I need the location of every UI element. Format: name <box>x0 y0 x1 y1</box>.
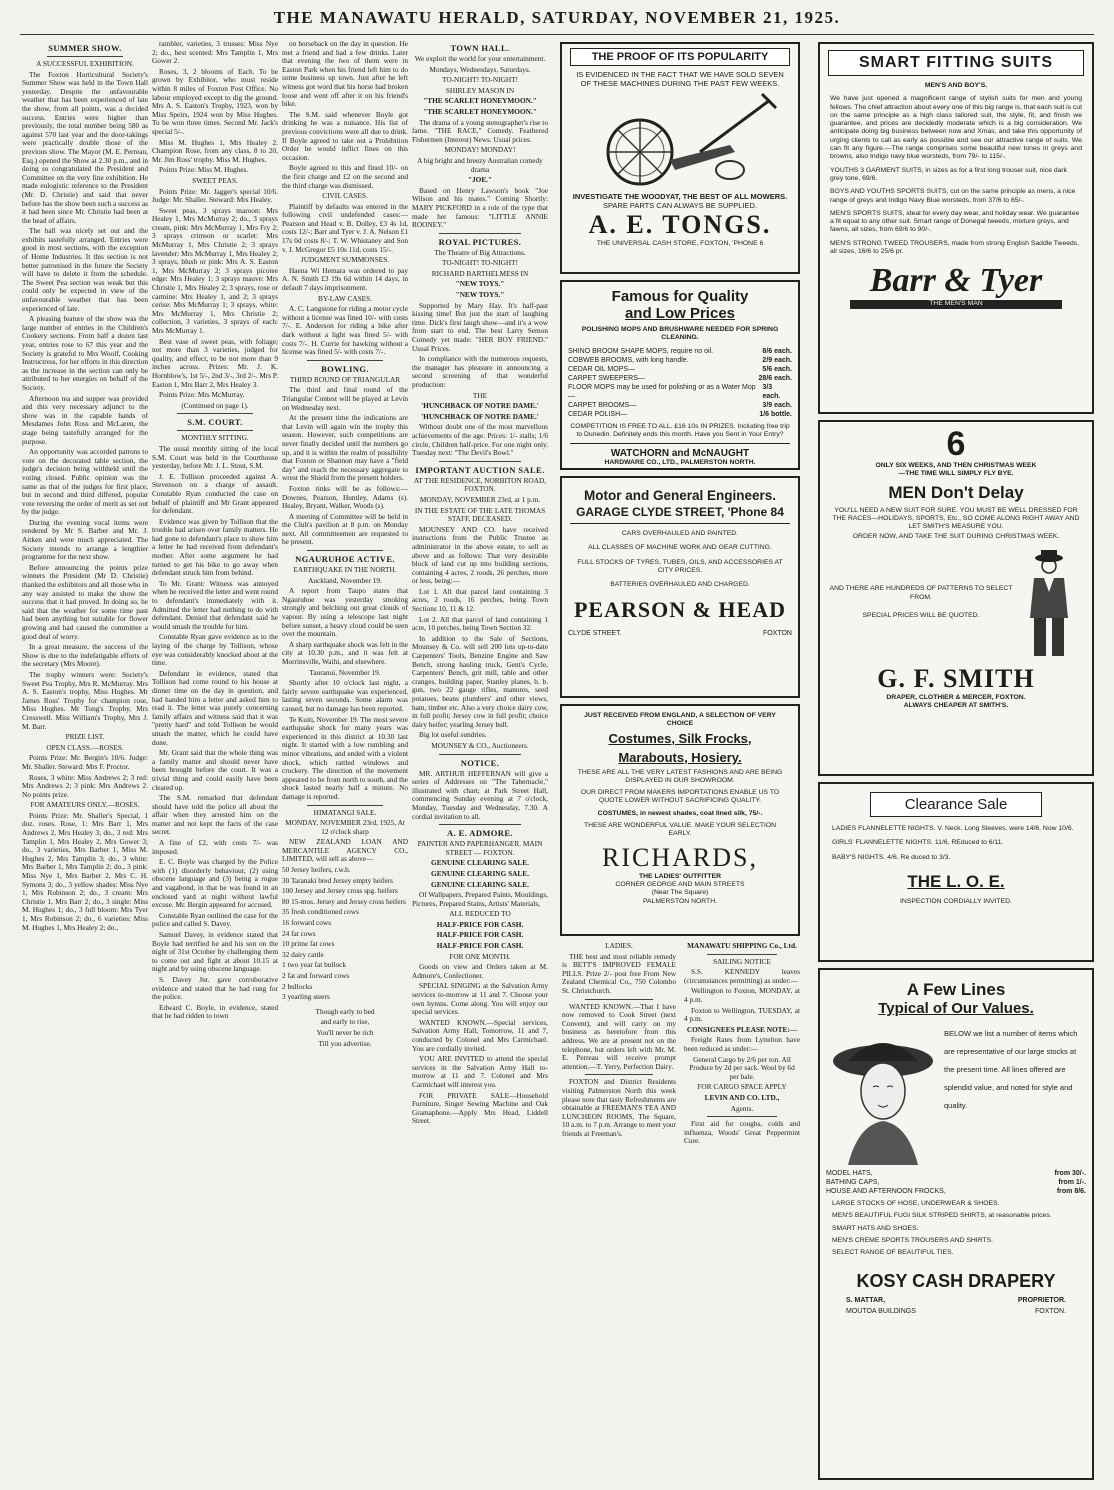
ad-title: Marabouts, Hosiery. <box>618 749 742 765</box>
paragraph: Agents. <box>730 1103 754 1113</box>
ad-title: MEN Don't Delay <box>888 482 1024 502</box>
price-row <box>562 374 798 383</box>
ad-pearson-head <box>560 476 800 698</box>
paragraph: YOU ARE INVITED to attend the special services in the Salvation Army Hall to-morrow at 11 and 7. Colonel and Mrs Carmichael will interest you. <box>412 1054 548 1089</box>
ad-text: DRAPER, CLOTHIER & MERCER, FOXTON. <box>886 693 1026 701</box>
paragraph: IN THE ESTATE OF THE LATE THOMAS STAFF, DECEASED. <box>414 505 546 524</box>
paragraph: Boyle agreed to this and fined 10/- on the first charge and £2 on the second and the third charge was dismissed. <box>282 163 408 190</box>
ad-text: CARS OVERHAULED AND PAINTED. <box>621 530 739 537</box>
dateline: Auckland, November 19. <box>308 575 382 585</box>
section-label: PRIZE LIST. <box>65 732 105 742</box>
price-row <box>562 365 798 374</box>
article-heading: TOWN HALL. <box>450 43 510 53</box>
sale-lot: 35 fresh conditioned cows <box>282 907 359 917</box>
ad-brand: PEARSON & HEAD <box>573 597 786 623</box>
item-name: COBWEB BROOMS, with long handle. <box>568 356 689 364</box>
paragraph: TO-NIGHT! TO-NIGHT! <box>442 75 518 85</box>
paragraph: We exploit the world for your entertainment. <box>414 54 546 63</box>
ad-text: CLYDE STREET. <box>568 630 622 638</box>
sale-lot: 16 forward cows <box>282 918 332 928</box>
paragraph: J. E. Tollison proceeded against A. Stevenson on a charge of assault. Constable Ryan conducted the case on behalf of plaintiff and Mr Grant appeared for defendant. <box>152 471 278 516</box>
paragraph: Points Prize: Mr. Shaller's Special, 1 doz. roses. Rose, 1: Mrs Barr 1, Mrs Andrews 2, Mrs Healey 3; do., 3 red: Mrs Tamplin 1, Mrs Healey 2, Mrs Gower 3; do., 3 varieties, Mrs Barber 1, Miss M. Hughes 2, Mrs Tamplin 3; do., 3 white: Mrs Barber 1, Mrs Tamplin 2; do., 3 pink: Miss Nye 1, Mrs Barber 2, Mrs C. H. Symons 3; do., 3 yellow shades: Miss Nye 1, Mrs Robinson 2; do., 3 cream: Mrs Christie 1, Mrs Barr 2; do., 3 single: Miss M. Hughes 1; do., 3 full bloom: Mrs Tyer 1, Mrs Robinson 2; do., 6 varieties: Miss M. Hughes 1, Mrs Healey 2; do., <box>22 810 148 932</box>
ad-brand: THE L. O. E. <box>907 871 1005 891</box>
ad-text: PROPRIETOR. <box>1017 1297 1066 1305</box>
ad-text: HARDWARE CO., LTD., PALMERSTON NORTH. <box>604 459 756 467</box>
paragraph: A report from Taupo states that Ngauruhoe was yesterday smoking strongly and belching out great clouds of vapour. By using a telescope last night before sunset, a heavy cloud could be seen over the mountain. <box>282 586 408 639</box>
verse-line: and early to rise, <box>320 1017 370 1027</box>
verse-line: You'll never be rich <box>316 1027 374 1037</box>
classifieds-left <box>562 942 676 1482</box>
paragraph: An opportunity was accorded patrons to vote on the decorated table section, the judge's decision being withheld until the voting closed. Public opinion was the same as that of the judges for first place, but in second and third differed, popular vote reversing the order of merit as set out by the judge. <box>22 447 148 517</box>
paragraph: Before announcing the points prize winners the President (Mr D. Christie) thanked the exhibitors and all those who in any way assisted to make the show the success that it had proved. In doing so, he said that the weather for some time past had been anything but suitable for flower growing and had caused the committee a good deal of worry. <box>22 562 148 641</box>
paragraph: RICHARD BARTHELMESS IN <box>431 268 529 278</box>
ad-brand: KOSY CASH DRAPERY <box>856 1271 1056 1292</box>
lawn-mower-icon <box>580 90 780 190</box>
paragraph: The S.M. said whenever Boyle got drinking he was a nuisance. His list of previous convictions were all due to drink. If Boyle agreed to take out a Prohibition Order he would inflict fines on this occasion. <box>282 109 408 162</box>
article-heading: BOWLING. <box>321 363 369 374</box>
ad-numeral: 6 <box>946 425 966 463</box>
paragraph: To Mr. Grant: Witness was annoyed when he received the letter and went round to defendant's immediately with it. Admitted the letter had nothing to do with defendant. Denied that defendant said he would smash the trouble for him. <box>152 578 278 631</box>
ad-title: Typical of Our Values. <box>878 1000 1034 1017</box>
ad-text: THE UNIVERSAL CASH STORE, FOXTON, 'PHONE 6 <box>596 240 764 247</box>
paragraph: General Cargo by 2/6 per ton. All Produce by 2d per sack. Wool by 6d per bale. <box>689 1054 795 1081</box>
paragraph: The trophy winners were: Society's Sweet Pea Trophy, Mrs R. McMurray. Mrs A. S. Easton's trophy, Miss Hughes. Mr James Ross' Trophy for champion rose, Miss Hughes. Mr Tong's Trophy, Mrs Cresswell. Miss William's Trophy, Mrs J. M. Barr. <box>22 669 148 731</box>
paragraph: Haena Wi Hemara was ordered to pay A. N. Smith £3 19s 6d within 14 days, in default 7 days imprisonment. <box>282 265 408 293</box>
ad-text: MEN'S SPORTS SUITS, ideal for every day wear, and holiday wear. We guarantee a fit equal to any other suit. Smart range of Donegal tweeds, mixture greys, and fawns, all sizes, from 69/6 to 90/-. <box>830 209 1080 234</box>
section-label: JUDGMENT SUMMONSES. <box>300 255 390 265</box>
section-label: OPEN CLASS.—ROSES. <box>46 742 124 752</box>
ad-text: MOUTOA BUILDINGS <box>846 1308 916 1316</box>
paragraph: Wellington to Foxton, MONDAY, at 4 p.m. <box>684 986 800 1004</box>
paragraph: Goods on view and Orders taken at M. Admore's, Confectioner. <box>412 962 548 980</box>
paragraph: S. Davey Jnr. gave corroborative evidence and stated that he had rung for the police. <box>152 974 278 1002</box>
paragraph: S.S. KENNEDY leaves (circumstances permitting) as under:— <box>684 967 800 985</box>
item-name: CEDAR POLISH— <box>568 410 628 418</box>
ad-text: SELECT RANGE OF BEAUTIFUL TIES. <box>832 1249 954 1257</box>
ad-tongs <box>560 42 800 274</box>
paragraph: FOXTON and District Residents visiting Palmerston North this week please note that tasty Refreshments are obtainable at FREEMAN'S TEA AND LUNCHEON ROOMS, The Square, 10 a.m. to 7 p.m. Arrange to meet your friends at Freeman's. <box>562 1077 676 1138</box>
paragraph: WANTED KNOWN.—That I have now removed to Cook Street (next Convent), and will carry on my business as heretofore from this address. We are at present not on the telephone, but orders left with Mr. M. E. Perreau will receive prompt attention.—T. Yerry, Perfection Dairy. <box>562 1001 676 1071</box>
paragraph: Sweet peas, 3 sprays maroon: Mrs Healey 1, Mrs McMurray 2; do., 3 sprays cream, pink: Mrs McMurray 1, Mrs Fry 2; 3 sprays crimson or scarlet: Mrs McMurray 1, Mrs Christie 2; 3 sprays lavender: Mrs McMurray 1, Mrs Healey 2; 3 sprays, blush or pink: Mrs A. S. Easton 1, Mrs McMurray 2; 3 sprays picotee edge: Mrs Healey 1; 3 sprays mauve: Mrs Christie 1, Mrs Healey 2; 3 sprays, rose or carmine: Mrs Healey 1, and 2; 3 sprays cerise: Mrs McMurray 1; 3 sprays, white: Mrs McMurray 1, Mrs Christie 2; collection, 3 varieties, 3 sprays of each: Mrs McMurray 1. <box>152 205 278 335</box>
ad-text: FOXTON. <box>1035 1308 1066 1316</box>
paragraph: Mondays, Wednesdays, Saturdays. <box>429 64 531 74</box>
paragraph: The Foxton Horticultural Society's Summer Show was held in the Town Hall yesterday. Despite the unfavourable weather that has been experienced of late the show, from all points, was a decided success. Entries were higher than previously, the total number being 580 as against 570 last year and the door-takings were practically double those of the previous show. The Mayor (M. E. Perreau, Esq.) opened the Show at 2.30 p.m., and in doing so congratulated the President and Committee on the very fine exhibition. He made eulogistic reference to the President (Mr. D. Christie) and said that never before has the show been such a success as it had been since Mr. Christie had been at the head of affairs. <box>22 69 148 225</box>
article-heading: ROYAL PICTURES. <box>438 236 522 247</box>
article-heading: NOTICE. <box>460 757 500 768</box>
ad-text: COSTUMES, in newest shades, coat lined silk, 75/-. <box>597 809 763 817</box>
item-name: SHINO BROOM SHAPE MOPS, require no oil. <box>568 347 714 355</box>
ad-text: THESE ARE WONDERFUL VALUE. MAKE YOUR SELECTION EARLY. <box>583 822 777 838</box>
price-list <box>820 1169 1092 1196</box>
section-label: CIVIL CASES. <box>322 191 368 201</box>
item-price: 3/3 each. <box>762 383 781 400</box>
ad-text: POLISHING MOPS AND BRUSHWARE NEEDED FOR SPRING CLEANING. <box>581 326 779 342</box>
paragraph: Supported by Mary Hay. It's half-past kissing time! But just the start of laughing time. Dick's first laugh show—and it's a wow from start to end. The best Larry Semon Comedy yet made: "HER BOY FRIEND." Usual Prices. <box>412 300 548 353</box>
paragraph: Afternoon tea and supper was provided and this very necessary adjunct to the show was in the capable hands of Mesdames John Ross and McLaren, the stage being tastefully arranged for the purpose. <box>22 393 148 446</box>
ad-text: MEN'S STRONG TWEED TROUSERS, made from strong English Saddle Tweeds, all sizes, 16/6 to 25/6 pr. <box>830 239 1080 256</box>
article-heading: SUMMER SHOW. <box>48 43 122 53</box>
paragraph: MONDAY! MONDAY! <box>444 145 516 155</box>
item-price: 28/6 each. <box>758 374 792 382</box>
paragraph: The hall was nicely set out and the exhibits tastefully arranged. Entries were good in most sections, with the exception of Home Industries. It this section is not better patronised in the future the Society will have to delete it from the schedule. The Sweet Pea section was weak but this could only be expected in view of the unfavourable weather that has been experienced of late. <box>22 226 148 313</box>
item-price: from 1/-. <box>1058 1179 1086 1186</box>
article-heading: NGAURUHOE ACTIVE. <box>295 554 395 565</box>
ad-text: LARGE STOCKS OF HOSE, UNDERWEAR & SHOES. <box>832 1200 1000 1207</box>
paragraph: LEVIN AND CO. LTD., <box>704 1092 780 1102</box>
sale-date: MONDAY, NOVEMBER 23rd, 1925, At 12 o'clock sharp <box>285 818 405 836</box>
paragraph: Lot 2. All that parcel of land containing 1 acre, 10 perches, being Town Section 32. <box>412 614 548 633</box>
ad-title: GARAGE CLYDE STREET, 'Phone 84 <box>576 505 784 519</box>
section-label: FOR AMATEURS ONLY.—ROSES. <box>30 800 140 810</box>
item-price: 8/6 each. <box>762 347 792 355</box>
paragraph: WANTED KNOWN.—Special services, Salvation Army Hall, Tomorrow, 11 and 7, conducted by Colonel and Mrs Carmichael. You are cordially invited. <box>412 1017 548 1053</box>
film-title: "NEW TOYS." <box>455 279 505 289</box>
ad-brand: Barr & Tyer <box>869 262 1043 300</box>
ad-barr-tyer <box>818 42 1094 414</box>
paragraph: MR. ARTHUR HEFFERNAN will give a series of Addresses on "The Tabernacle," illustrated with chart; at Park Street Hall, commencing Sunday evening at 7 o'clock, Monday, Tuesday and Wednesday, 7.30. A cordial invitation to all. <box>412 768 548 821</box>
film-title: 'HUNCHBACK OF NOTRE DAME.' <box>421 401 539 411</box>
ad-title: Motor and General Engineers. <box>583 488 777 503</box>
paragraph: SHIRLEY MASON IN <box>445 85 515 95</box>
sale-banner: HALF-PRICE FOR CASH. <box>436 919 524 929</box>
ad-text: GIRLS' FLANNELETTE NIGHTS. 11/6, REduced to 6/11. <box>832 839 1004 847</box>
paragraph: Of Wallpapers, Prepared Paints, Mouldings, Pictures, Prepared Stains, Artists' Materials, <box>412 890 548 908</box>
paragraph: Points Prize: Mrs McMurray. <box>159 390 245 400</box>
film-title: "JOE." <box>467 175 493 185</box>
column-4 <box>412 40 548 1480</box>
ad-text: FOXTON <box>762 630 792 638</box>
section-label: SWEET PEAS. <box>192 175 238 185</box>
ad-watchorn <box>560 280 800 470</box>
article-heading: A. E. ADMORE. <box>447 828 513 839</box>
paragraph: Points Prize: Miss M. Hughes. <box>159 165 249 175</box>
sale-lot: 24 fat cows <box>282 928 316 938</box>
paragraph: Lot 1. All that parcel land containing 3 acres, 2 roods, 16 perches, being Town Sections 10, 11 & 12. <box>412 586 548 614</box>
paragraph: Big lot useful sundries. <box>419 730 487 740</box>
section-label: HIMATANGI SALE. <box>313 807 377 817</box>
classifieds-right <box>684 942 800 1482</box>
sale-lot: 32 dairy cattle <box>282 949 324 959</box>
sale-lot: 10 prime fat cows <box>282 939 335 949</box>
price-row <box>820 1187 1092 1196</box>
price-row <box>562 347 798 356</box>
item-name: HOUSE AND AFTERNOON FROCKS, <box>826 1188 946 1195</box>
article-heading: S.M. COURT. <box>187 417 243 428</box>
ad-gf-smith <box>818 420 1094 776</box>
paragraph: THE best and most reliable remedy is BETT'S IMPROVED FEMALE PILLS. Prize 2/- post free From New Zealand Chemical Co., 750 Colombo St. Christchurch. <box>562 951 676 995</box>
paragraph: A meeting of Committee will be held in the Club's pavilion at 8 p.m. on Monday next. All committeemen are requested to be present. <box>282 511 408 547</box>
article-subheading: THIRD ROUND OF TRIANGULAR <box>289 374 401 384</box>
paragraph: Roses, 3 white: Miss Andrews 2; 3 red: Mrs Andrews 2; 3 pink: Mrs Andrews 2. No points prize. <box>22 772 148 799</box>
column-3 <box>282 40 408 1480</box>
sale-banner: GENUINE CLEARING SALE. <box>431 879 529 889</box>
item-price: from 8/6. <box>1056 1188 1086 1195</box>
paragraph: Roses, 3, 2 blooms of Each. To be grown by Exhibitor, who must reside within 8 miles of Foxton Post Office. No labour employed except to dig the ground. Mrs A. S. Easton's Trophy, 1923, won by Miss Speirs, 1924 won by Miss Hughes. To be won three times. Second Mr. Jack's special 5/-. <box>152 66 278 136</box>
ad-text: MEN'S BEAUTIFUL FUGI SILK STRIPED SHIRTS, at reasonable prices. <box>832 1212 1052 1220</box>
ad-text: SPARE PARTS CAN ALWAYS BE SUPPLIED. <box>602 201 758 210</box>
paragraph: PAINTER AND PAPERHANGER. MAIN STREET — FOXTON. <box>417 839 543 857</box>
article-heading: IMPORTANT AUCTION SALE. <box>415 464 545 475</box>
film-title: 'HUNCHBACK OF NOTRE DAME.' <box>421 411 539 421</box>
paragraph: In addition to the Sale of Sections, Mounsey & Co. will sell 200 lots up-to-date Carpenters' Tools, Benzine Engine and Saw Bench, strong hauling truck, Gent's Cycle, Carpenters' Bench, grit mill, table and other cranges, building paper, Stanley planes, b. b. gun, two 22 gauge rifles, manures, seed potatoes, beans plumbers' and other views, ham, timber etc. Also a very choice dairy cow, in full profit; Jersey cow in full profit; choice dairy heifer; yearling Jersey bull. <box>412 633 548 729</box>
paragraph: Te Kuiti, November 19. The most severe earthquake shock for many years was experienced in this district at 10.30 last night. It started with a low rumbling and minor vibrations, and ended with a violent shock, which rattled windows and crockery. The direction of the movement appeared to be from north to south, and the shock lasted nearly half a minute. No damage is reported. <box>282 714 408 801</box>
price-row <box>562 356 798 365</box>
paragraph: In a great measure, the success of the Show is due to the indefatigable efforts of the secretary (Mrs Moore). <box>22 642 148 669</box>
ad-text: SPECIAL PRICES WILL BE QUOTED. <box>862 611 980 619</box>
ad-text: OUR DIRECT FROM MAKERS IMPORTATIONS ENABLE US TO QUOTE LOWER WITHOUT SACRIFICING QUALITY. <box>580 789 780 805</box>
paragraph: In compliance with the numerous requests, the manager has pleasure in announcing a second screening of that wonderful production: <box>412 354 548 389</box>
paragraph: AT THE RESIDENCE, NORBITON ROAD, FOXTON. <box>413 475 547 494</box>
ad-text: CORNER GEORGE AND MAIN STREETS <box>615 880 745 888</box>
sale-lot: 50 Jersey heifers, r.w.b. <box>282 865 351 875</box>
ad-text: SMART HATS AND SHOES. <box>832 1224 919 1232</box>
paragraph: Constable Ryan gave evidence as to the laying of the charge by Tollison, whose eye was considerably knocked about at the time. <box>152 632 278 668</box>
ad-text: BABY'S NIGHTS. 4/6. Re duced to 3/3. <box>832 853 951 861</box>
film-title: THE <box>472 390 488 400</box>
paragraph: Best vase of sweet peas, with foliage; not more than 3 varieties, judged for quality, and effect, to be not more than 9 inches across. Prizes: Mr. J. K. Hornblow's, 1st 5/-, 2nd 3/-, 3rd 2/-. Mrs P. Easton 1, Mrs Barr 2, Mrs Healey 3. <box>152 336 278 389</box>
ad-brand: G. F. SMITH <box>877 663 1035 693</box>
ad-title: Clearance Sale <box>870 792 1042 817</box>
price-row <box>562 401 798 410</box>
paragraph: A pleasing feature of the show was the large number of entries in the Children's Cookery sections. From half a dozen last year, entries rose to 67 this year and the Society is grateful to Mrs Woolf, Cooking Instructress, for her efforts in this direction as the increase in the section can only be attributed to her energies on behalf of the Society. <box>22 314 148 392</box>
sale-banner: GENUINE CLEARING SALE. <box>431 868 529 878</box>
ad-brand: A. E. TONGS. <box>588 210 772 239</box>
item-price: 3/9 each. <box>762 401 792 409</box>
gentleman-figure-icon <box>1014 548 1084 658</box>
ad-text: BELOW we list a number of items which are representative of our large stocks at the present time. All lines offered are splendid value, and noted for style and quality. <box>944 1029 1078 1110</box>
paragraph: The usual monthly sitting of the local S.M. Court was held in the Courthouse yesterday, before Mr. J. L. Stout, S.M. <box>152 443 278 471</box>
paragraph: Points Prize: Mr. Bergin's 10/6. Judge: Mr. Shaller. Steward: Mrs F. Proctor. <box>22 753 148 771</box>
article-subheading: EARTHQUAKE IN THE NORTH. <box>293 565 397 575</box>
paragraph: Points Prize: Mr. Jagger's special 10/6. Judge: Mr. Shaller. Steward: Mrs Healey. <box>152 186 278 205</box>
sale-banner: HALF-PRICE FOR CASH. <box>436 941 524 951</box>
continued-note: (Continued on page 1). <box>181 400 249 410</box>
dateline: Tauranui, November 19. <box>309 667 381 677</box>
sale-banner: HALF-PRICE FOR CASH. <box>436 930 524 940</box>
paragraph: Defendant in evidence, stated that Tollison had come round to his house at dinner time on the day in question, and had handed him a letter and asked him to read it. The letter was purely concerning family affairs and witness said that it was "pretty hard" and told Tollison he would smash the matter, which he could have done. <box>152 668 278 747</box>
paragraph: The third and final round of the Triangular Contest will be played at Levin on Wednesday next. <box>282 385 408 412</box>
ad-text: THESE ARE ALL THE VERY LATEST FASHIONS AND ARE BEING DISPLAYED IN OUR SHOWROOM. <box>577 768 783 784</box>
price-row <box>562 410 798 419</box>
ad-kosy <box>818 968 1094 1480</box>
paragraph: A sharp earthquake shock was felt in the city at 10.30 p.m., and it was felt at Morrinsville, Waihi, and elsewhere. <box>282 639 408 666</box>
film-title: "THE SCARLET HONEYMOON." <box>423 106 537 116</box>
sale-lot-list <box>282 866 408 1002</box>
verse-line: Though early to bed <box>315 1006 375 1016</box>
section-label: CONSIGNEES PLEASE NOTE:— <box>686 1024 798 1034</box>
ad-text: We have just opened a magnificent range of stylish suits for men and young fellows. The chief attraction about every one of this big range is, that each suit is cut on the same principle as a high class tailored suit, the style, fit, and finish we guarantee, and prices are decidedly moderate which is a big consideration. We anticipate doing big business between now and Xmas, and take this opportunity of urging clients to call as early as possible and see our attractive range of suits. We can fit any figure.—The range comprises some beautiful new tones in greys and browns, also Indigo navy blue worsteds, from 79/- to 115/-. <box>830 95 1082 161</box>
article-subheading: MONTHLY SITTING. <box>181 433 249 443</box>
sale-lot: 100 Jersey and Jersey cross spg. heifers <box>282 886 398 896</box>
ad-text: MEN'S CREME SPORTS TROUSERS AND SHIRTS. <box>832 1236 994 1244</box>
paragraph: Miss M. Hughes 1, Mrs Healey 2. Champion Rose, from any class, 8 to 20, Mr. Jim Ross' trophy. Miss M. Hughes. <box>152 137 278 164</box>
paragraph: Constable Ryan outlined the case for the police and called S. Davey. <box>152 910 278 929</box>
ad-text: THE LADIES' OUTFITTER <box>638 872 722 880</box>
paragraph: Edward C. Boyle, in evidence, stated that he had ridden to town <box>152 1002 278 1021</box>
ad-brand: WATCHORN and McNAUGHT <box>610 448 750 460</box>
paragraph: E. C. Boyle was charged by the Police with (1) disorderly behaviour, (2) using obscene language and (3) being a rogue and vagabond, in that he was found in an enclosed yard at night without lawful excuse. Mr. Bergin appeared for accused. <box>152 857 278 910</box>
article-subheading: A SUCCESSFUL EXHIBITION. <box>36 59 134 68</box>
sale-lot: 1 two year fat bullock <box>282 960 347 970</box>
item-price: 5/6 each. <box>762 365 792 373</box>
paragraph: The drama of a young stenographer's rise to fame. "THE RACE," Comedy. Feathered Fishermen (Interest) News. Usual prices. <box>412 117 548 144</box>
sale-lot: 3 yearling steers <box>282 992 330 1002</box>
ad-title: Famous for Quality <box>611 288 749 305</box>
paragraph: Mr. Grant said that the whole thing was a family matter and should never have been brought before the court. It was a trivial thing and could easily have been cleared up. <box>152 748 278 792</box>
ad-text: THE MEN'S MAN <box>850 300 1062 308</box>
film-title: "NEW TOYS." <box>455 290 505 300</box>
lady-hat-portrait-icon <box>828 1025 938 1165</box>
item-name: BATHING CAPS, <box>826 1179 880 1186</box>
sale-lot: 30 Taranaki bred Jersey empty heifers <box>282 875 393 885</box>
item-name: CARPET BROOMS— <box>568 401 637 409</box>
paragraph: Plaintiff by defaults was entered in the following civil undefended cases:—Pearson and Head v. B. Dolley, £3 4s 1d, costs 12/-; Barr and Tyer v. J. A. Nelson £1 17s 0d costs 8/-; T. W. Whistaney and Son v. J. McGregor £5 10s 11d, costs 15/-. <box>282 201 408 254</box>
sale-banner: GENUINE CLEARING SALE. <box>431 858 529 868</box>
ad-text: —THE TIME WILL SIMPLY FLY BYE. <box>898 470 1014 478</box>
ad-text: YOUTHS 3 GARMENT SUITS, in sizes as for a first long trouser suit, nice dark grey tone, 69/6. <box>830 166 1068 182</box>
ad-text: PALMERSTON NORTH. <box>642 897 718 905</box>
ad-title: A Few Lines <box>906 980 1006 999</box>
paragraph: A fine of £2, with costs 7/- was imposed. <box>152 838 278 856</box>
ad-text: BOYS AND YOUTHS SPORTS SUITS, cut on the same principle as mens, a nice range of greys and Indigo Navy Blue worsteds, from 37/6 to 65/-. <box>830 188 1076 204</box>
paragraph: At the present time the indications are that Levin will again win the trophy this season. However, such competitions are never finally decided until the numbers go up, and it is within the realm of possibility that Foxton or Shannon may have a "field day" and reach the necessary aggregate to wrest the Shield from the present holders. <box>282 413 408 483</box>
ad-text: FULL STOCKS OF TYRES, TUBES, OILS, AND ACCESSORIES AT CITY PRICES. <box>577 558 783 574</box>
paragraph: on horseback on the day in question. He met a friend and had a few drinks. Later that evening the two of them were in Easton Park when his friend left him to do some business up town. Just after he left witness got word that his horse had broken loose and went off after it on his friend's bike. <box>282 40 408 109</box>
ad-text: COMPETITION IS FREE TO ALL. £16 10s IN PRIZES. Including free trip to Dunedin. Definitely ends this month. Have you Sent in Your Entry? <box>570 422 790 438</box>
item-name: MODEL HATS, <box>826 1170 873 1177</box>
masthead: THE MANAWATU HERALD, SATURDAY, NOVEMBER 21, 1925. <box>20 8 1094 35</box>
ad-text: ONLY SIX WEEKS, AND THEN CHRISTMAS WEEK <box>875 462 1037 469</box>
ad-text: INSPECTION CORDIALLY INVITED. <box>900 897 1012 905</box>
paragraph: SPECIAL SINGING at the Salvation Army services to-morrow at 11 and 7. Choose your own hymns. Come along. You will enjoy our special services. <box>412 981 548 1017</box>
column-2 <box>152 40 278 1480</box>
ad-brand: RICHARDS, <box>602 842 758 872</box>
section-label: SAILING NOTICE <box>713 956 771 966</box>
ad-title: Costumes, Silk Frocks, <box>608 730 752 746</box>
paragraph: rambler, varieties, 3 trusses: Miss Nye 2; do., best scented: Mrs Tamplin 1, Mrs Gower 2. <box>152 40 278 66</box>
item-name: FLOOR MOPS may be used for polishing or as a Water Mop— <box>568 383 756 400</box>
ad-text: IS EVIDENCED IN THE FACT THAT WE HAVE SOLD SEVEN OF THESE MACHINES DURING THE PAST FEW WEEKS. <box>576 70 784 88</box>
ad-text: YOU'LL NEED A NEW SUIT FOR SURE. YOU MUST BE WELL DRESSED FOR THE RACES—HOLIDAYS, SPORTS, Etc., SO COME ALONG RIGHT AWAY AND LET SMITH'S MEASURE YOU. <box>832 506 1080 531</box>
ad-text: MEN'S AND BOY'S. <box>924 82 988 89</box>
item-price: 2/9 each. <box>762 356 792 364</box>
paragraph: Based on Henry Lawson's book "Joe Wilson and his mates." Coming Shortly: MARY PICKFORD in a role of the type that made her famous: "LITTLE ANNIE ROONEY." <box>412 185 548 230</box>
ad-title: SMART FITTING SUITS <box>828 50 1084 76</box>
paragraph: A big bright and breezy Australian comedy drama <box>417 155 543 174</box>
paragraph: Shortly after 10 o'clock last night, a fairly severe earthquake was experienced, lasting seven seconds. Some alarm was caused, but no damage has been reported. <box>282 678 408 713</box>
ad-text: BATTERIES OVERHAULED AND CHARGED. <box>610 581 750 589</box>
ad-text: AND THERE ARE HUNDREDS OF PATTERNS TO SELECT FROM. <box>829 585 1013 601</box>
ad-title: THE PROOF OF ITS POPULARITY <box>570 48 790 66</box>
paragraph: A. C. Langstone for riding a motor cycle without a license was fined 10/- with costs 7/-. E. Anderson for riding a bike after dark without a light was fined 5/- with costs 7/-. H. Currie for hawking without a license was fined 5/- with costs 7/-. <box>282 304 408 357</box>
price-row <box>820 1169 1092 1178</box>
paragraph: First aid for coughs, colds and influenza, Woods' Great Peppermint Cure. <box>684 1119 800 1146</box>
paragraph: The Theatre of Big Attractions. <box>434 247 526 257</box>
paragraph: MOUNSEY & CO., Auctioneers. <box>431 740 529 750</box>
paragraph: Foxton rinks will be as follows:— Downes, Pearson, Huntley, Adams (s). Healey, Bryant, Walker, Woods (s). <box>282 483 408 511</box>
ad-text: JUST RECEIVED FROM ENGLAND, A SELECTION OF VERY CHOICE <box>584 712 776 728</box>
paragraph: Without doubt one of the most marvellous achievements of the age. Prices: 1/- stalls; 1/6 circle, Children half-price. For one night only. Tuesday next: "The Devil's Bowl." <box>412 422 548 458</box>
paragraph: ALL REDUCED TO <box>449 909 511 919</box>
item-price: from 30/-. <box>1054 1170 1086 1177</box>
price-row <box>820 1178 1092 1187</box>
sale-lot: 2 fat and forward cows <box>282 971 350 980</box>
paragraph: Freight Rates from Lyttelton have been reduced as under:— <box>684 1035 800 1053</box>
ad-loe <box>818 782 1094 962</box>
sale-lot: 80 15-mos. Jersey and Jersey cross heifers <box>282 896 406 906</box>
paragraph: Samuel Davey, in evidence stated that Boyle had terrified he and his son on the night of 31st October by challenging them to come out and fight at about 10.15 at night and by using obscene language. <box>152 930 278 974</box>
ad-text: (Near The Square) <box>651 889 709 897</box>
column-1 <box>22 40 148 1480</box>
paragraph: The S.M. remarked that defendant should have told the police all about the affair when they arrested him on the matter and not kept the facts of the case secret. <box>152 793 278 837</box>
ad-text: ALL CLASSES OF MACHINE WORK AND GEAR CUTTING. <box>588 544 772 552</box>
paragraph: TO-NIGHT! TO-NIGHT! <box>442 258 518 268</box>
section-label: LADIES. <box>605 942 633 950</box>
paragraph: MOUNSEY AND CO. have received instructions from the Public Trustee as administrator in the above estate, to sell as above and as follows: That very desirable block of land cut up into building sections, containing 4 acres, 2 roods, 26 perches, more or less, being:— <box>412 524 548 586</box>
ad-text: ORDER NOW, AND TAKE THE SUIT DURING CHRISTMAS WEEK. <box>852 533 1060 541</box>
price-row <box>562 383 798 401</box>
item-price: 1/6 bottle. <box>759 410 792 418</box>
ad-text: LADIES FLANNELETTE NIGHTS. V. Neck. Long Sleeves, were 14/6. Now 10/6. <box>832 825 1074 832</box>
paragraph: NEW ZEALAND LOAN AND MERCANTILE AGENCY CO., LIMITED, will sell as above— <box>282 837 408 864</box>
paragraph: MONDAY, NOVEMBER 23rd, at 1 p.m. <box>419 494 541 504</box>
ad-title: and Low Prices <box>624 305 736 322</box>
section-label: BY-LAW CASES. <box>317 293 372 303</box>
ad-text: S. MATTAR, <box>846 1297 886 1305</box>
paragraph: FOR CARGO SPACE APPLY <box>697 1082 787 1092</box>
paragraph: Evidence was given by Tollison that the trouble had arisen over family matters. He had gone to defendant's place to show him a letter he had received from defendant's mother. After some argument he had turned to get his bike to go away when defendant struck him from behind. <box>152 516 278 578</box>
section-label: MANAWATU SHIPPING Co., Ltd. <box>687 942 797 950</box>
price-list <box>562 347 798 419</box>
ad-text: INVESTIGATE THE WOODYAT, THE BEST OF ALL MOWERS. <box>572 192 788 201</box>
paragraph: During the evening vocal items were rendered by Mr S. Barber and Mr. J. Aitken and were much appreciated. The Society intends to arrange a lengthier programme for the next show. <box>22 517 148 562</box>
item-name: CARPET SWEEPERS— <box>568 374 645 382</box>
paragraph: FOR PRIVATE SALE—Household Furniture, Singer Sewing Machine and Oak Gramaphone.—Apply Mrs Head, Liddell Street. <box>412 1090 548 1126</box>
verse-line: Till you advertise. <box>318 1038 372 1048</box>
ad-richards <box>560 704 800 936</box>
sale-lot: 2 bullocks <box>282 981 313 991</box>
ad-text: ALWAYS CHEAPER AT SMITH'S. <box>903 702 1009 710</box>
paragraph: Foxton to Wellington, TUESDAY, at 4 p.m. <box>684 1005 800 1024</box>
item-name: CEDAR OIL MOPS— <box>568 365 636 373</box>
paragraph: FOR ONE MONTH. <box>449 951 511 961</box>
film-title: "THE SCARLET HONEYMOON." <box>423 96 537 106</box>
